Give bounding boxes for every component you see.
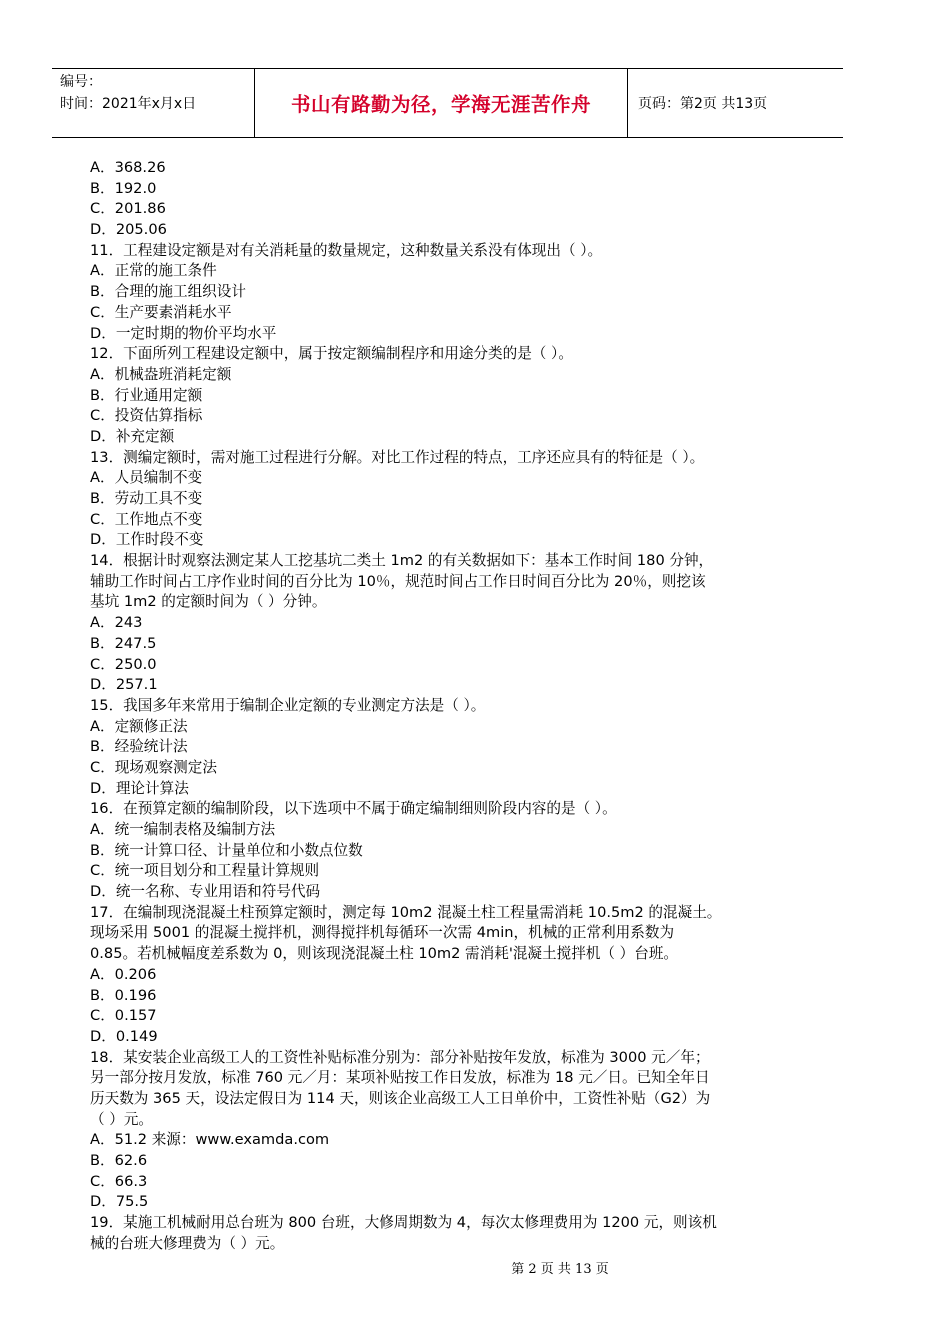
text-line: A．定额修正法 [90,717,188,735]
text-line: B．合理的施工组织设计 [90,283,246,301]
text-line: B．统一计算口径、计量单位和小数点位数 [90,841,363,859]
header-motto: 书山有路勤为径，学海无涯苦作舟 [255,69,628,137]
text-line: 辅助工作时间占工序作业时间的百分比为 10％，规范时间占工作日时间百分比为 20％，则挖该 [90,572,706,590]
text-line: A．正常的施工条件 [90,262,217,280]
text-line: B．192.0 [90,179,157,197]
text-line: B．劳动工具不变 [90,490,203,507]
text-line: D．工作时段不变 [90,531,204,549]
text-line: A．368.26 [90,159,166,176]
text-line: C．生产要素消耗水平 [90,303,232,321]
text-line: D．理论计算法 [90,779,189,797]
text-line: 基坑 1m2 的定额时间为（ ）分钟。 [90,593,327,611]
text-line: C．0.157 [90,1007,157,1025]
text-line: A．机械盎班消耗定额 [90,365,232,383]
text-line: 18．某安装企业高级工人的工资性补贴标准分别为：部分补贴按年发放，标准为 3000 元／年； [90,1048,710,1066]
text-line: C．工作地点不变 [90,510,203,528]
text-line: A．0.206 [90,965,157,983]
text-line: 15．我国多年来常用于编制企业定额的专业测定方法是（ ）。 [90,696,486,714]
text-line: A．243 [90,614,143,632]
text-line: （ ）元。 [90,1110,154,1128]
document-body [90,158,820,1254]
text-line: 17．在编制现浇混凝土柱预算定额时，测定每 10m2 混凝土柱工程量需消耗 10.5m2 的混凝土。 [90,903,722,921]
text-line: 16．在预算定额的编制阶段，以下选项中不属于确定编制细则阶段内容的是（ ）。 [90,800,617,818]
text-line: B．行业通用定额 [90,386,203,404]
header-number: 编号： [60,74,102,90]
text-line: D．统一名称、专业用语和符号代码 [90,883,321,901]
text-line: A．人员编制不变 [90,469,203,487]
text-line: D．75.5 [90,1193,149,1211]
text-line: B．62.6 [90,1152,148,1169]
header-page-info: 页码：第2页 共13页 [638,96,768,112]
header-time: 时间：2021年x月x日 [60,96,197,112]
text-line: C．投资估算指标 [90,407,203,425]
text-line: C．201.86 [90,200,166,218]
text-line: B．经验统计法 [90,738,188,756]
text-line: C．66.3 [90,1172,148,1190]
text-line: D．0.149 [90,1027,158,1045]
text-line: 0.85。若机械幅度差系数为 0，则该现浇混凝土柱 10m2 需消耗'混凝土搅拌机（ ）台班。 [90,945,679,963]
text-line: 14．根据计时观察法测定某人工挖基坑二类土 1m2 的有关数据如下：基本工作时间 180 分钟， [90,552,714,570]
text-line: 12．下面所列工程建设定额中，属于按定额编制程序和用途分类的是（ ）。 [90,345,573,363]
text-line: A．统一编制表格及编制方法 [90,821,276,838]
text-line: D．补充定额 [90,427,175,445]
text-line: A．51.2 来源：www.examda.com [90,1131,330,1149]
text-line: D．257.1 [90,676,158,694]
page-footer: 第 2 页 共 13 页 [511,1262,609,1277]
text-line: B．0.196 [90,986,157,1004]
page-header [52,68,843,138]
text-line: 19．某施工机械耐用总台班为 800 台班，大修周期数为 4，每次太修理费用为 1200 元，则该机 [90,1214,717,1232]
text-line: C．统一项目划分和工程量计算规则 [90,862,320,880]
text-line: 13．测编定额时，需对施工过程进行分解。对比工作过程的特点，工序还应具有的特征是（ ）。 [90,448,705,466]
text-line: D．一定时期的物价平均水平 [90,324,277,342]
text-line: 历天数为 365 天，设法定假日为 114 天，则该企业高级工人工日单价中，工资性补贴（G2）为 [90,1089,711,1107]
text-line: D．205.06 [90,221,167,239]
text-line: 11．工程建设定额是对有关消耗量的数量规定，这种数量关系没有体现出（ ）。 [90,241,603,259]
text-line: 另一部分按月发放，标准 760 元／月：某项补贴按工作日发放，标准为 18 元／日。已知全年日 [90,1069,710,1087]
text-line: 械的台班大修理费为（ ）元。 [90,1234,285,1252]
header-meta [52,69,255,137]
text-line: B．247.5 [90,634,157,652]
text-line: 现场采用 5001 的混凝土搅拌机，测得搅拌机每循环一次需 4min，机械的正常利用系数为 [90,924,675,942]
text-line: C．现场观察测定法 [90,758,217,776]
text-line: C．250.0 [90,655,157,673]
